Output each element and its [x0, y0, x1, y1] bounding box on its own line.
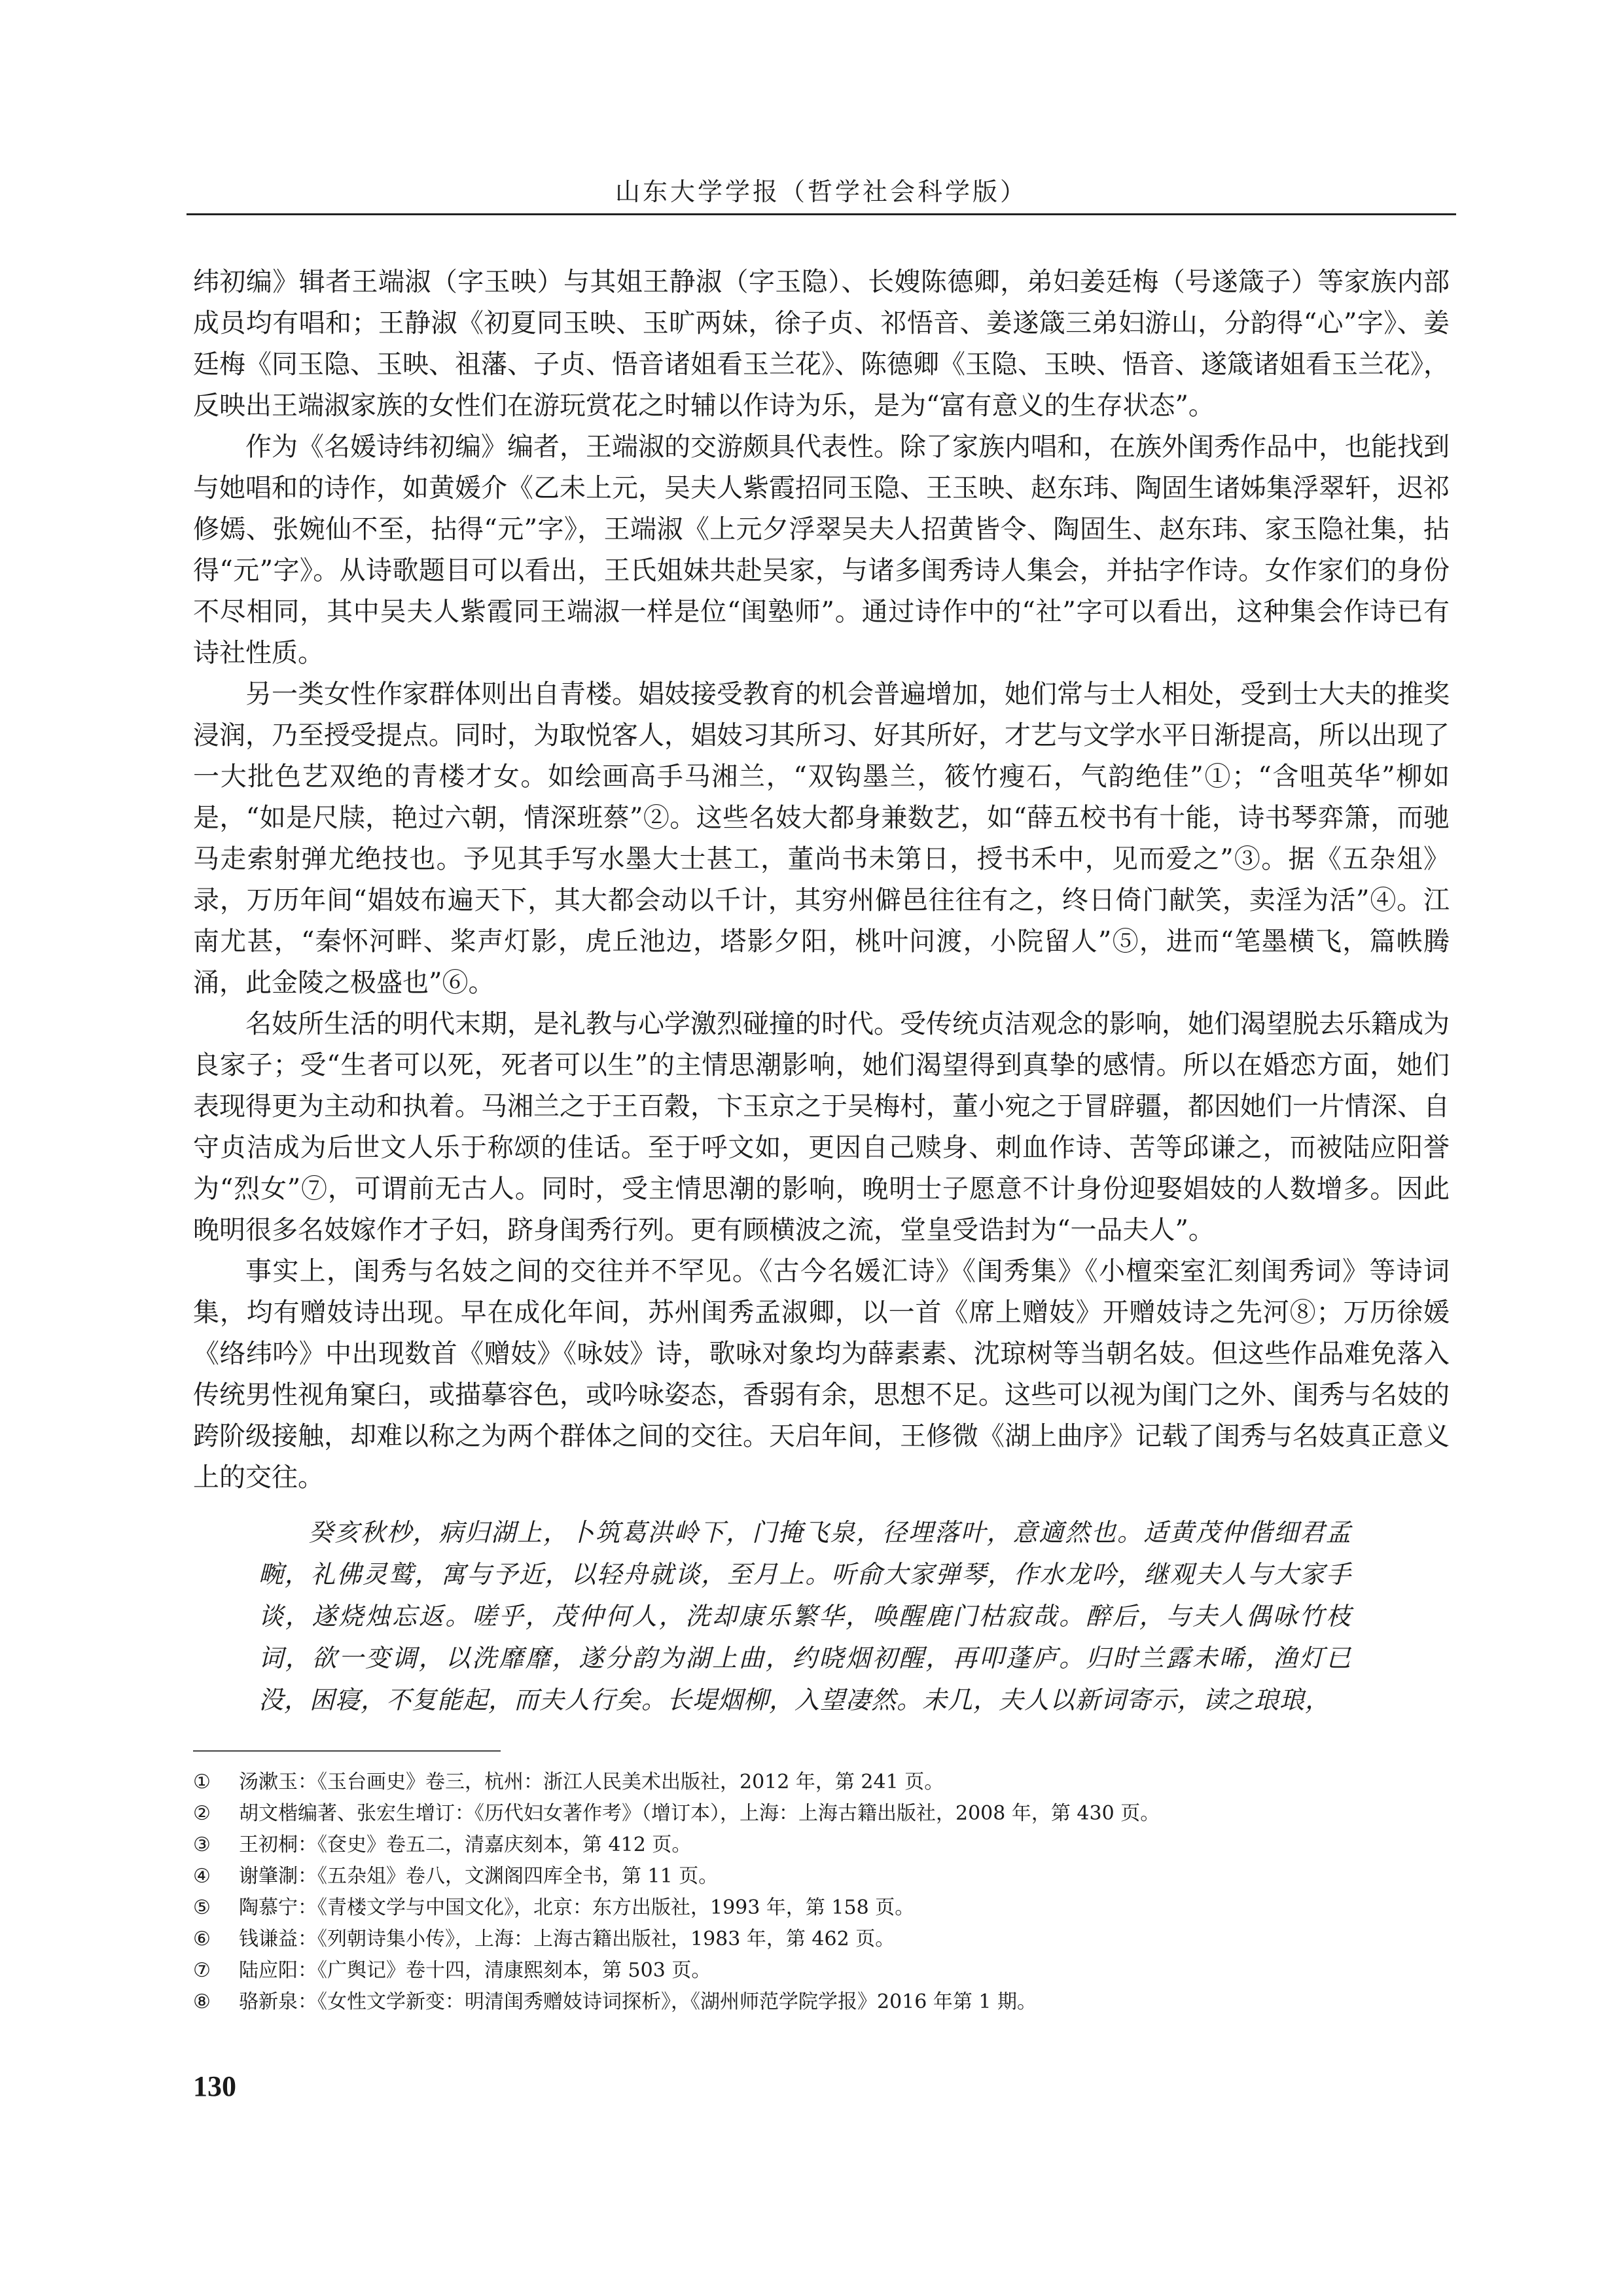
footnote — [193, 1798, 1450, 1829]
paragraph-3: 另一类女性作家群体则出自青楼。娼妓接受教育的机会普遍增加，她们常与士人相处，受到士大夫的推奖浸润，乃至授受提点。同时，为取悦客人，娼妓习其所习、好其所好，才艺与文学水平日渐提高，所以出现了一大批色艺双绝的青楼才女。如绘画高手马湘兰，“双钩墨兰，筱竹瘦石，气韵绝佳”①；“含咀英华”柳如是，“如是尺牍，艳过六朝，情深班蔡”②。这些名妓大都身兼数艺，如“薛五校书有十能，诗书琴弈箫，而驰马走索射弹尤绝技也。予见其手写水墨大士甚工，董尚书未第日，授书禾中，见而爱之”③。据《五杂俎》录，万历年间“娼妓布遍天下，其大都会动以千计，其穷州僻邑往往有之，终日倚门献笑，卖淫为活”④。江南尤甚，“秦怀河畔、桨声灯影，虎丘池边，塔影夕阳，桃叶问渡，小院留人”⑤，进而“笔墨横飞，篇帙腾涌，此金陵之极盛也”⑥。 — [193, 679, 1450, 998]
footnote — [193, 1924, 1450, 1955]
paragraph-5: 事实上，闺秀与名妓之间的交往并不罕见。《古今名媛汇诗》《闺秀集》《小檀栾室汇刻闺秀词》等诗词集，均有赠妓诗出现。早在成化年间，苏州闺秀孟淑卿，以一首《席上赠妓》开赠妓诗之先河⑧；万历徐媛《络纬吟》中出现数首《赠妓》《咏妓》诗，歌咏对象均为薛素素、沈琼树等当朝名妓。但这些作品难免落入传统男性视角窠臼，或描摹容色，或吟咏姿态，香弱有余，思想不足。这些可以视为闺门之外、闺秀与名妓的跨阶级接触，却难以称之为两个群体之间的交往。天启年间，王修微《湖上曲序》记载了闺秀与名妓真正意义上的交往。 — [193, 1256, 1450, 1492]
footnote-number: ⑦ — [193, 1959, 211, 1982]
footnote-text: 王初桐：《奁史》卷五二，清嘉庆刻本，第 412 页。 — [239, 1833, 692, 1856]
paragraph-1: 纬初编》辑者王端淑（字玉映）与其姐王静淑（字玉隐）、长嫂陈德卿，弟妇姜廷梅（号遂箴子）等家族内部成员均有唱和；王静淑《初夏同玉映、玉旷两妹，徐子贞、祁悟音、姜遂箴三弟妇游山，分韵得“心”字》、姜廷梅《同玉隐、玉映、祖藩、子贞、悟音诸姐看玉兰花》、陈德卿《玉隐、玉映、悟音、遂箴诸姐看玉兰花》，反映出王端淑家族的女性们在游玩赏花之时辅以作诗为乐，是为“富有意义的生存状态”。 — [193, 267, 1450, 421]
paragraph-2: 作为《名媛诗纬初编》编者，王端淑的交游颇具代表性。除了家族内唱和，在族外闺秀作品中，也能找到与她唱和的诗作，如黄媛介《乙未上元，吴夫人紫霞招同玉隐、王玉映、赵东玮、陶固生诸姊集浮翠轩，迟祁修嫣、张婉仙不至，拈得“元”字》，王端淑《上元夕浮翠吴夫人招黄皆令、陶固生、赵东玮、家玉隐社集，拈得“元”字》。从诗歌题目可以看出，王氏姐妹共赴吴家，与诸多闺秀诗人集会，并拈字作诗。女作家们的身份不尽相同，其中吴夫人紫霞同王端淑一样是位“闺塾师”。通过诗作中的“社”字可以看出，这种集会作诗已有诗社性质。 — [193, 432, 1450, 668]
footnote — [193, 1829, 1450, 1861]
footnote-text: 胡文楷编著、张宏生增订：《历代妇女著作考》（增订本），上海：上海古籍出版社，2008 年，第 430 页。 — [239, 1802, 1160, 1825]
footnote — [193, 1955, 1450, 1987]
block-quote — [193, 1511, 1450, 1721]
paragraph-4: 名妓所生活的明代末期，是礼教与心学激烈碰撞的时代。受传统贞洁观念的影响，她们渴望脱去乐籍成为良家子；受“生者可以死，死者可以生”的主情思潮影响，她们渴望得到真挚的感情。所以在婚恋方面，她们表现得更为主动和执着。马湘兰之于王百穀，卞玉京之于吴梅村，董小宛之于冒辟疆，都因她们一片情深、自守贞洁成为后世文人乐于称颂的佳话。至于呼文如，更因自己赎身、刺血作诗、苦等邱谦之，而被陆应阳誉为“烈女”⑦，可谓前无古人。同时，受主情思潮的影响，晚明士子愿意不计身份迎娶娼妓的人数增多。因此晚明很多名妓嫁作才子妇，跻身闺秀行列。更有顾横波之流，堂皇受诰封为“一品夫人”。 — [193, 1009, 1450, 1245]
footnote-text: 钱谦益：《列朝诗集小传》，上海：上海古籍出版社，1983 年，第 462 页。 — [239, 1928, 895, 1951]
body-text — [193, 262, 1450, 1721]
running-header: 山东大学学报（哲学社会科学版） — [615, 177, 1027, 206]
footnote-number: ⑧ — [193, 1990, 211, 2013]
footnote-text: 骆新泉：《女性文学新变：明清闺秀赠妓诗词探析》，《湖州师范学院学报》2016 年第 1 期。 — [239, 1990, 1037, 2013]
footnote — [193, 1892, 1450, 1924]
footnote — [193, 1767, 1450, 1798]
footnote-number: ② — [193, 1802, 211, 1825]
footnote-text: 陶慕宁：《青楼文学与中国文化》，北京：东方出版社，1993 年，第 158 页。 — [239, 1896, 915, 1919]
footnote-rule — [193, 1750, 501, 1752]
header-rule — [187, 213, 1456, 215]
page-number: 130 — [193, 2070, 236, 2102]
footnote-number: ③ — [193, 1833, 211, 1856]
footnote-number: ④ — [193, 1865, 211, 1888]
footnote-text: 陆应阳：《广舆记》卷十四，清康熙刻本，第 503 页。 — [239, 1959, 711, 1982]
footnote-number: ① — [193, 1771, 211, 1793]
footnote — [193, 1987, 1450, 2018]
footnote — [193, 1861, 1450, 1892]
footnotes — [193, 1767, 1450, 2018]
block-quote-text: 癸亥秋杪，病归湖上，卜筑葛洪岭下，门掩飞泉，径埋落叶，意適然也。适黄茂仲偕细君孟畹，礼佛灵鹫，寓与予近，以轻舟就谈，至月上。听俞大家弹琴，作水龙吟，继观夫人与大家手谈，遂烧烛忘返。嗟乎，茂仲何人，洗却康乐繁华，唤醒鹿门枯寂哉。醉后，与夫人偶咏竹枝词，欲一变调，以洗靡靡，遂分韵为湖上曲，约晓烟初醒，再叩蓬庐。归时兰露未晞，渔灯已没，困寝，不复能起，而夫人行矣。长堤烟柳，入望凄然。未几，夫人以新词寄示，读之琅琅， — [259, 1518, 1351, 1714]
footnote-text: 汤漱玉：《玉台画史》卷三，杭州：浙江人民美术出版社，2012 年，第 241 页。 — [239, 1771, 944, 1793]
footnote-number: ⑤ — [193, 1896, 211, 1919]
footnote-text: 谢肇淛：《五杂俎》卷八，文渊阁四库全书，第 11 页。 — [239, 1865, 719, 1888]
footnote-number: ⑥ — [193, 1928, 211, 1951]
